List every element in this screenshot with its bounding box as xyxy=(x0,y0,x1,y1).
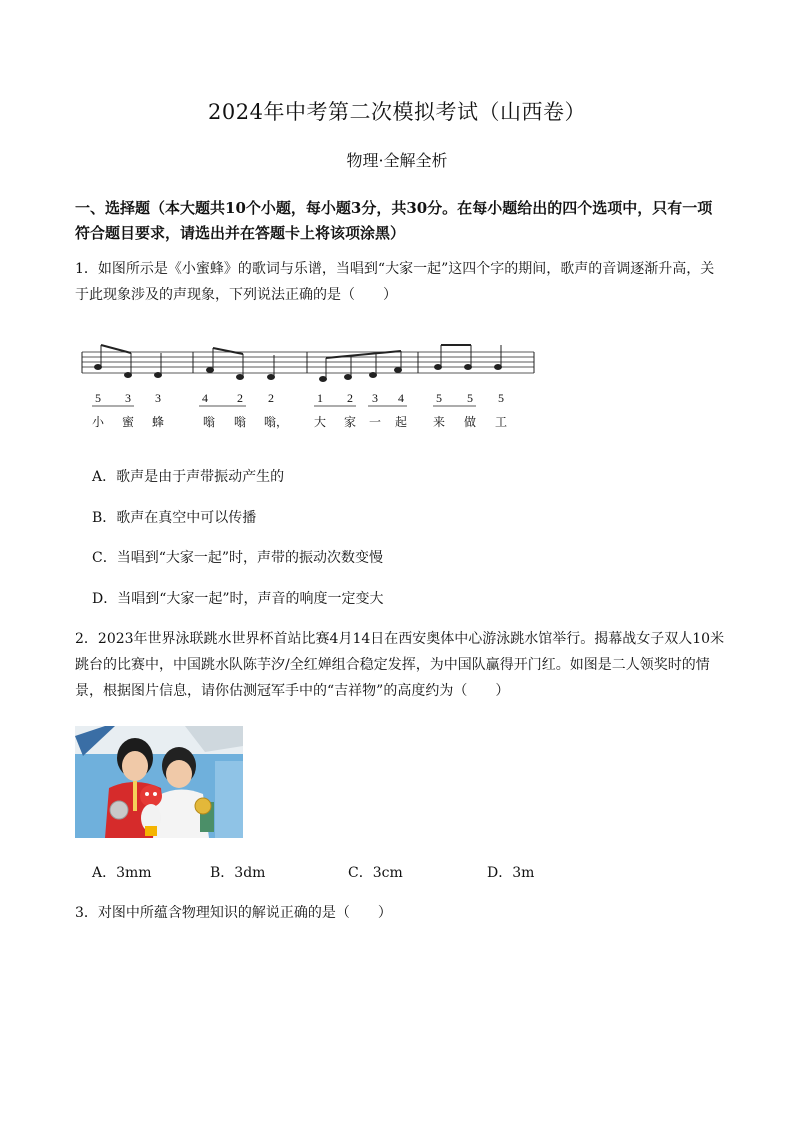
q2-option-a: A．3mm xyxy=(92,865,152,881)
q1-option-a: A．歌声是由于声带振动产生的 xyxy=(92,469,285,485)
score-number: 2 xyxy=(237,391,243,405)
q1-option-b: B．歌声在真空中可以传播 xyxy=(92,510,257,526)
q2-option-d: D．3m xyxy=(487,865,535,881)
score-numbers xyxy=(95,391,504,405)
lyric-char: 小 xyxy=(91,415,105,429)
q1-option-c: C．当唱到“大家一起”时，声带的振动次数变慢 xyxy=(92,550,384,566)
lyric-char: 大 xyxy=(313,415,327,429)
lyric-char: 嗡 xyxy=(202,415,216,429)
lyric-char: 工 xyxy=(494,415,508,429)
score-number: 1 xyxy=(317,391,323,405)
lyric-char: 蜂 xyxy=(151,415,165,429)
lyric-char: 一 xyxy=(368,415,382,429)
award-ceremony-photo xyxy=(75,726,243,838)
lyric-char: 起 xyxy=(394,415,408,429)
lyric-char: 做 xyxy=(463,415,477,429)
question-2-stem: 2．2023年世界泳联跳水世界杯首站比赛4月14日在西安奥体中心游泳跳水馆举行。揭幕战女子双人10米跳台的比赛中，中国跳水队陈芋汐/全红婵组合稳定发挥，为中国队赢得开门红。如图是二人领奖时的情景，根据图片信息，请你估测冠军手中的“吉祥物”的高度约为（ ） xyxy=(75,631,725,699)
question-3-stem: 3．对图中所蕴含物理知识的解说正确的是（ ） xyxy=(75,905,392,921)
lyric-char: 来 xyxy=(432,415,446,429)
score-number: 5 xyxy=(467,391,473,405)
bar-lines xyxy=(82,352,534,373)
staff-lines xyxy=(82,352,534,373)
score-number: 4 xyxy=(398,391,404,405)
score-number: 5 xyxy=(436,391,442,405)
lyrics xyxy=(92,414,507,429)
lyric-char: 嗡 xyxy=(233,415,247,429)
score-number: 5 xyxy=(498,391,504,405)
score-number: 2 xyxy=(347,391,353,405)
score-number: 3 xyxy=(372,391,378,405)
note-beams xyxy=(101,345,471,358)
lyric-char: 家 xyxy=(343,415,357,429)
q1-option-d: D．当唱到“大家一起”时，声音的响度一定变大 xyxy=(92,591,384,607)
score-number: 3 xyxy=(155,391,161,405)
page-title: 2024年中考第二次模拟考试（山西卷） xyxy=(208,100,586,124)
q2-option-b: B．3dm xyxy=(210,865,266,881)
score-number: 2 xyxy=(268,391,274,405)
lyric-char: 嗡， xyxy=(263,415,289,429)
question-1-stem: 1．如图所示是《小蜜蜂》的歌词与乐谱，当唱到“大家一起”这四个字的期间，歌声的音调逐渐升高，关于此现象涉及的声现象，下列说法正确的是（ ） xyxy=(75,261,715,303)
page-subtitle: 物理·全解全析 xyxy=(346,151,448,170)
score-number: 3 xyxy=(125,391,131,405)
q2-option-c: C．3cm xyxy=(348,865,403,881)
music-score-figure xyxy=(78,340,538,440)
score-number: 4 xyxy=(202,391,208,405)
lyric-char: 蜜 xyxy=(121,415,135,429)
section-heading: 一、选择题（本大题共10个小题，每小题3分，共30分。在每小题给出的四个选项中，只有一项符合题目要求，请选出并在答题卡上将该项涂黑） xyxy=(75,199,713,242)
score-number: 5 xyxy=(95,391,101,405)
